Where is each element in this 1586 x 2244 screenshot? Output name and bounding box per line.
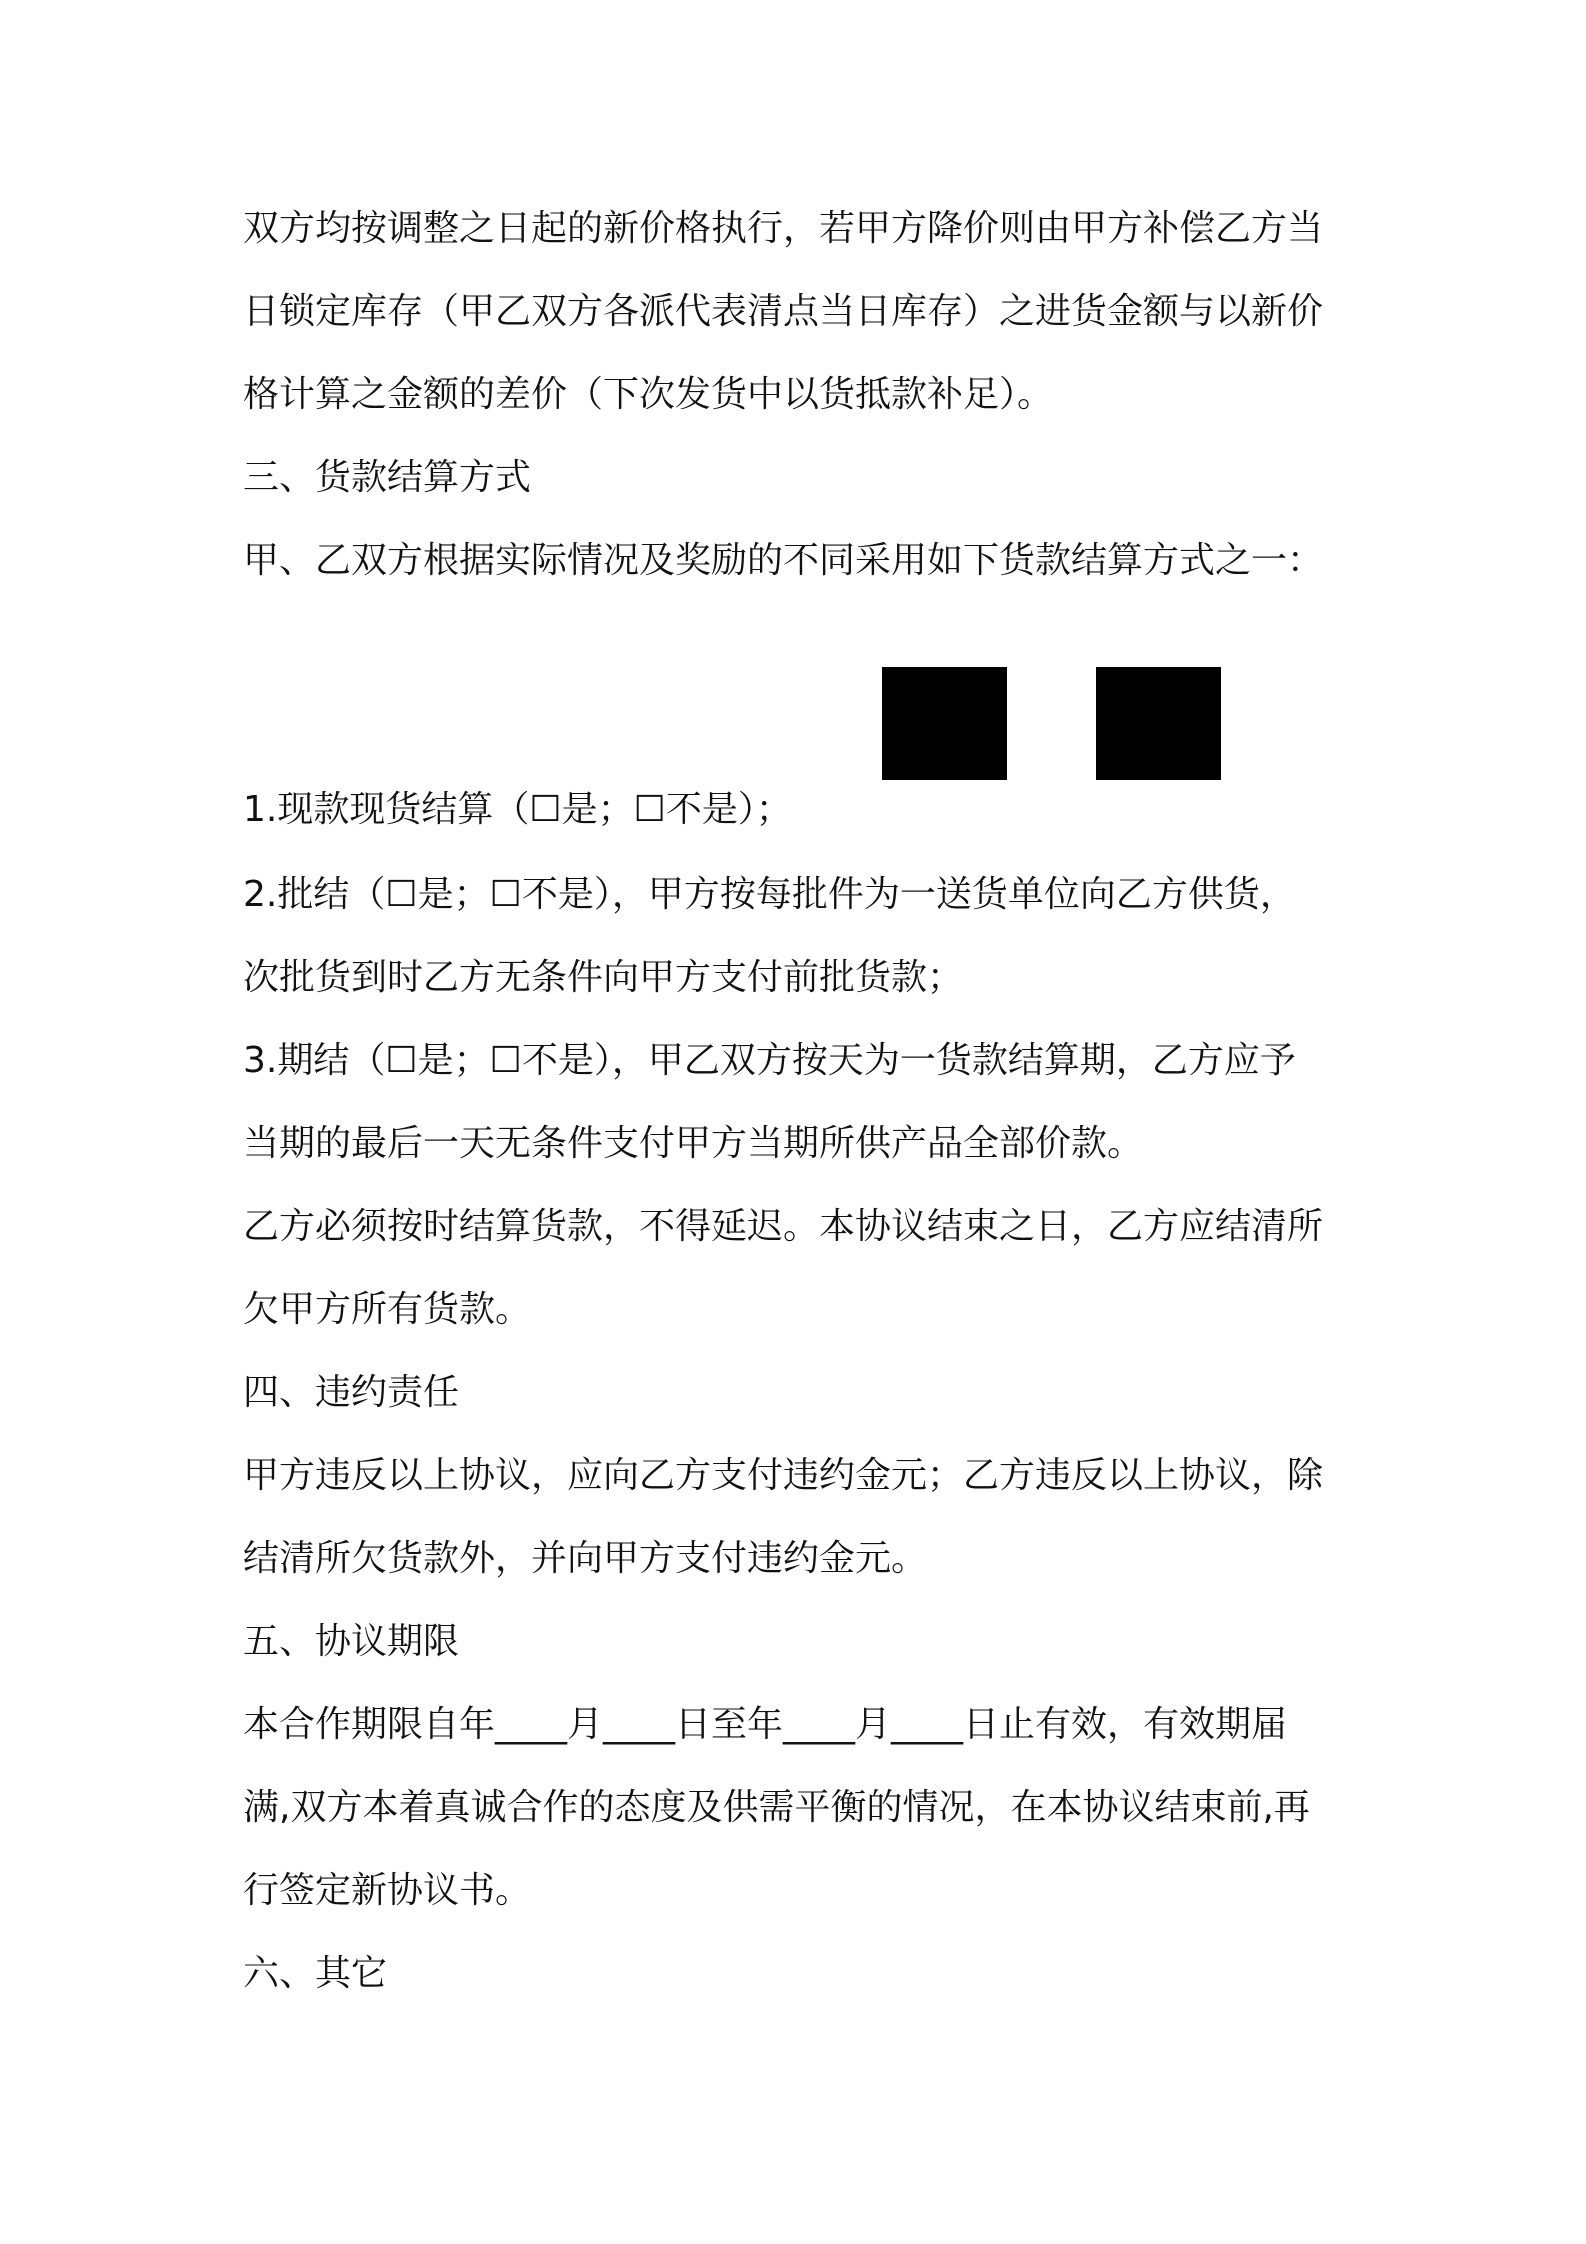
section-heading-other: 六、其它 (243, 1953, 388, 1994)
paragraph-line-19: 行签定新协议书。 (243, 1870, 532, 1911)
paragraph-line-1: 双方均按调整之日起的新价格执行，若甲方降价则由甲方补偿乙方当 (243, 208, 1324, 249)
paragraph-line-14: 甲方违反以上协议，应向乙方支付违约金元；乙方违反以上协议，除 (243, 1455, 1324, 1496)
paragraph-line-3: 格计算之金额的差价（下次发货中以货抵款补足）。 (243, 374, 1054, 415)
section-heading-term: 五、协议期限 (243, 1621, 460, 1662)
payment-option-3: 3.期结（☐是；☐不是），甲乙双方按天为一货款结算期，乙方应予 (243, 1040, 1296, 1081)
paragraph-line-11: 乙方必须按时结算货款，不得延迟。本协议结束之日，乙方应结清所 (243, 1206, 1324, 1247)
redaction-block-left (882, 667, 1007, 780)
paragraph-line-18: 满,双方本着真诚合作的态度及供需平衡的情况，在本协议结束前,再 (243, 1787, 1310, 1828)
payment-option-2: 2.批结（☐是；☐不是），甲方按每批件为一送货单位向乙方供货， (243, 874, 1296, 915)
payment-option-2-cont: 次批货到时乙方无条件向甲方支付前批货款； (243, 957, 964, 998)
paragraph-line-2: 日锁定库存（甲乙双方各派代表清点当日库存）之进货金额与以新价 (243, 291, 1324, 332)
redaction-block-right (1096, 667, 1221, 780)
payment-option-1: 1.现款现货结算（☐是；☐不是）； (243, 789, 792, 830)
section-heading-payment: 三、货款结算方式 (243, 457, 532, 498)
paragraph-line-12: 欠甲方所有货款。 (243, 1289, 532, 1330)
payment-option-3-cont: 当期的最后一天无条件支付甲方当期所供产品全部价款。 (243, 1123, 1144, 1164)
paragraph-line-17: 本合作期限自年____月____日至年____月____日止有效，有效期届 (243, 1704, 1288, 1745)
paragraph-line-15: 结清所欠货款外，并向甲方支付违约金元。 (243, 1538, 928, 1579)
paragraph-line-5: 甲、乙双方根据实际情况及奖励的不同采用如下货款结算方式之一： (243, 540, 1324, 581)
section-heading-liability: 四、违约责任 (243, 1372, 460, 1413)
